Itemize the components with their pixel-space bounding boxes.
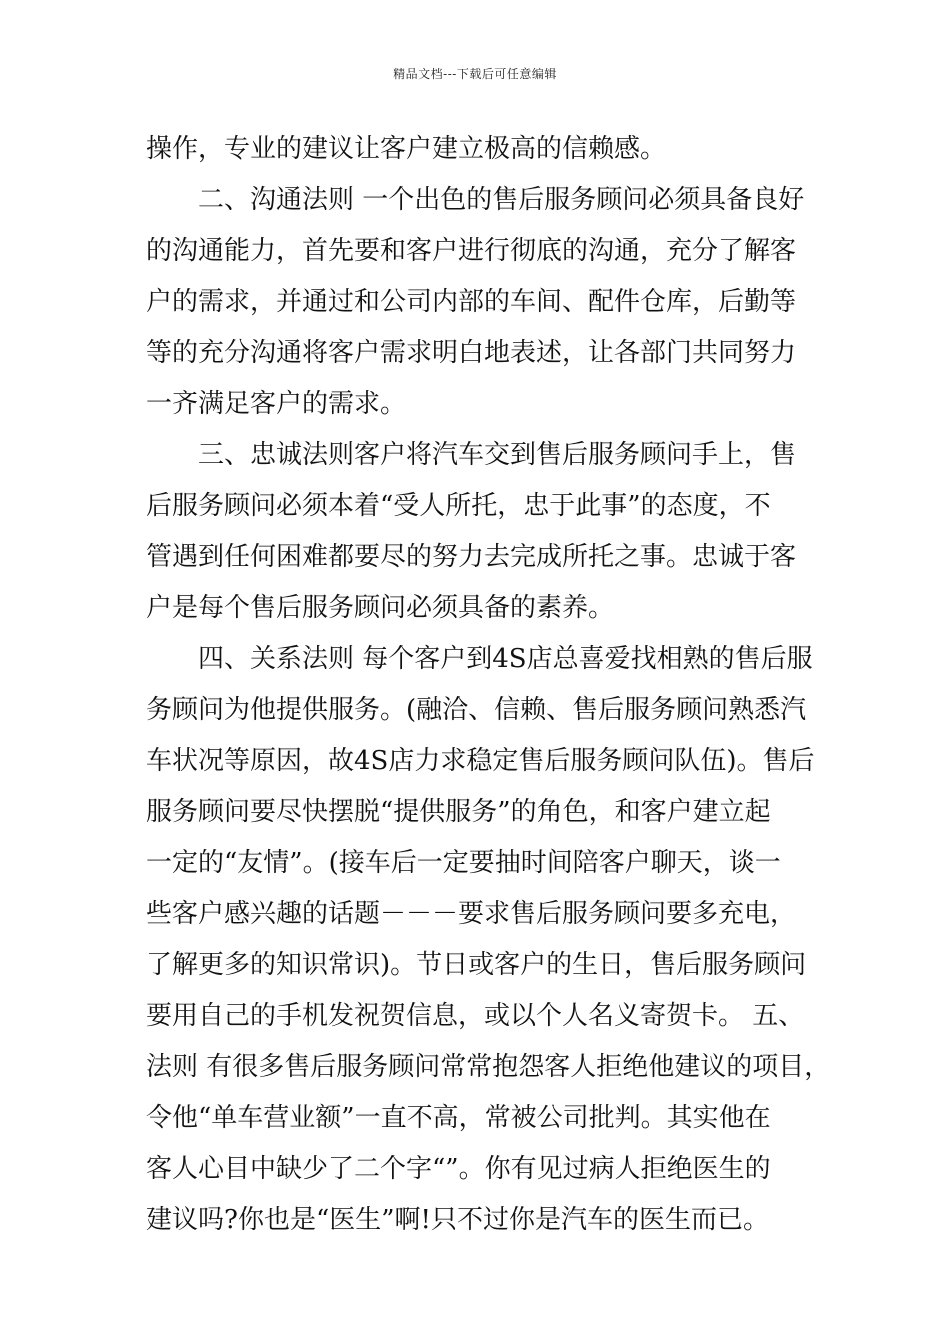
text-line: 一定的“友情”。(接车后一定要抽时间陪客户聊天，谈一	[146, 848, 781, 878]
text-line: 后服务顾问必须本着“受人所托，忠于此事”的态度，不	[146, 491, 771, 521]
text-line: 二、沟通法则 一个出色的售后服务顾问必须具备良好	[198, 185, 805, 215]
text-line: 管遇到任何困难都要尽的努力去完成所托之事。忠诚于客	[146, 542, 797, 572]
text-line: 户是每个售后服务顾问必须具备的素养。	[146, 593, 615, 623]
text-line: 操作，专业的建议让客户建立极高的信赖感。	[146, 134, 667, 164]
text-line: 令他“单车营业额”一直不高，常被公司批判。其实他在	[146, 1103, 771, 1133]
text-line: 些客户感兴趣的话题－－－要求售后服务顾问要多充电，	[146, 899, 797, 929]
page-header: 精品文档---下载后可任意编辑	[393, 67, 557, 81]
document-body	[146, 124, 831, 1246]
text-line: 客人心目中缺少了二个字“”。你有见过病人拒绝医生的	[146, 1154, 771, 1184]
text-line: 务顾问为他提供服务。(融洽、信赖、售后服务顾问熟悉汽	[146, 695, 807, 725]
text-line: 的沟通能力，首先要和客户进行彻底的沟通，充分了解客	[146, 236, 797, 266]
text-line: 一齐满足客户的需求。	[146, 389, 407, 419]
text-line: 建议吗?你也是“医生”啊!只不过你是汽车的医生而已。	[146, 1205, 769, 1235]
text-line: 户的需求，并通过和公司内部的车间、配件仓库，后勤等	[146, 287, 797, 317]
text-line: 四、关系法则 每个客户到4S店总喜爱找相熟的售后服	[198, 644, 813, 674]
text-line: 要用自己的手机发祝贺信息，或以个人名义寄贺卡。 五、	[146, 1001, 805, 1031]
text-line: 了解更多的知识常识)。节日或客户的生日，售后服务顾问	[146, 950, 807, 980]
text-line: 法则 有很多售后服务顾问常常抱怨客人拒绝他建议的项目，	[146, 1052, 831, 1082]
text-line: 服务顾问要尽快摆脱“提供服务”的角色，和客户建立起	[146, 797, 771, 827]
text-line: 等的充分沟通将客户需求明白地表述，让各部门共同努力	[146, 338, 797, 368]
text-line: 车状况等原因，故4S店力求稳定售后服务顾问队伍)。售后	[146, 746, 815, 776]
text-line: 三、忠诚法则客户将汽车交到售后服务顾问手上，售	[198, 440, 797, 470]
